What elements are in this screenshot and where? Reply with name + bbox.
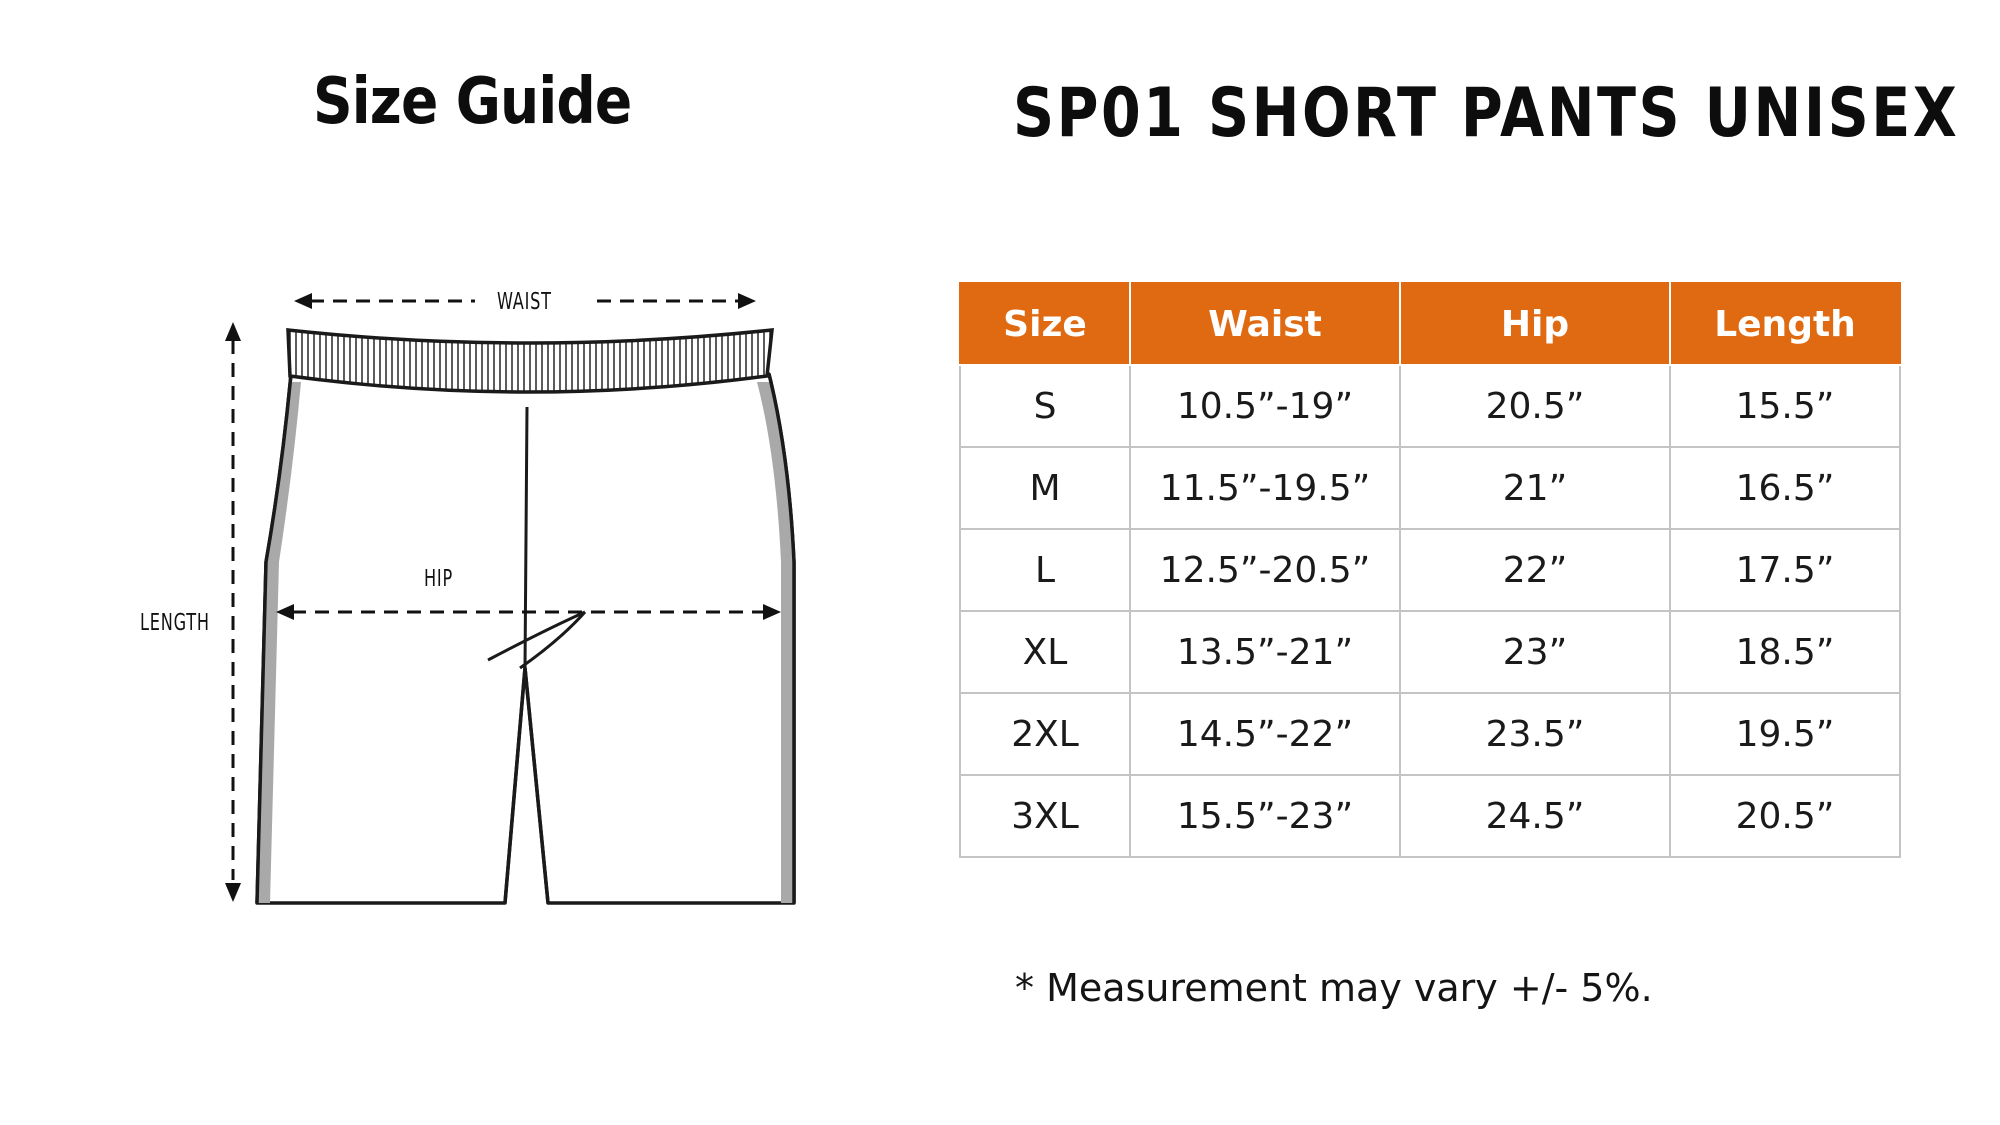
cell-size: XL — [960, 611, 1130, 693]
header-waist: Waist — [1130, 283, 1400, 365]
cell-waist: 15.5”-23” — [1130, 775, 1400, 857]
size-chart-table — [959, 282, 1901, 858]
cell-size: M — [960, 447, 1130, 529]
cell-length: 15.5” — [1670, 365, 1900, 447]
cell-hip: 23.5” — [1400, 693, 1670, 775]
table-header-row — [960, 283, 1900, 365]
cell-waist: 12.5”-20.5” — [1130, 529, 1400, 611]
cell-waist: 14.5”-22” — [1130, 693, 1400, 775]
cell-hip: 22” — [1400, 529, 1670, 611]
length-arrow — [225, 322, 241, 902]
header-size: Size — [960, 283, 1130, 365]
cell-hip: 23” — [1400, 611, 1670, 693]
cell-size: L — [960, 529, 1130, 611]
cell-hip: 24.5” — [1400, 775, 1670, 857]
length-label: LENGTH — [140, 610, 210, 636]
cell-length: 20.5” — [1670, 775, 1900, 857]
shorts-outline — [257, 330, 794, 903]
hip-label: HIP — [424, 566, 453, 592]
cell-hip: 21” — [1400, 447, 1670, 529]
waistband — [288, 330, 772, 392]
cell-size: S — [960, 365, 1130, 447]
table-row — [960, 365, 1900, 447]
cell-waist: 13.5”-21” — [1130, 611, 1400, 693]
cell-length: 19.5” — [1670, 693, 1900, 775]
cell-length: 17.5” — [1670, 529, 1900, 611]
cell-length: 16.5” — [1670, 447, 1900, 529]
cell-waist: 11.5”-19.5” — [1130, 447, 1400, 529]
table-row — [960, 611, 1900, 693]
measurement-footnote: * Measurement may vary +/- 5%. — [1015, 966, 1653, 1010]
shorts-measurement-diagram — [0, 0, 860, 960]
cell-size: 3XL — [960, 775, 1130, 857]
size-guide-title: Size Guide — [313, 65, 632, 139]
table-row — [960, 447, 1900, 529]
header-length: Length — [1670, 283, 1900, 365]
cell-waist: 10.5”-19” — [1130, 365, 1400, 447]
cell-size: 2XL — [960, 693, 1130, 775]
table-row — [960, 775, 1900, 857]
cell-hip: 20.5” — [1400, 365, 1670, 447]
table-row — [960, 529, 1900, 611]
cell-length: 18.5” — [1670, 611, 1900, 693]
product-title: SP01 SHORT PANTS UNISEX — [1013, 74, 1960, 153]
table-row — [960, 693, 1900, 775]
header-hip: Hip — [1400, 283, 1670, 365]
waist-label: WAIST — [497, 289, 552, 315]
